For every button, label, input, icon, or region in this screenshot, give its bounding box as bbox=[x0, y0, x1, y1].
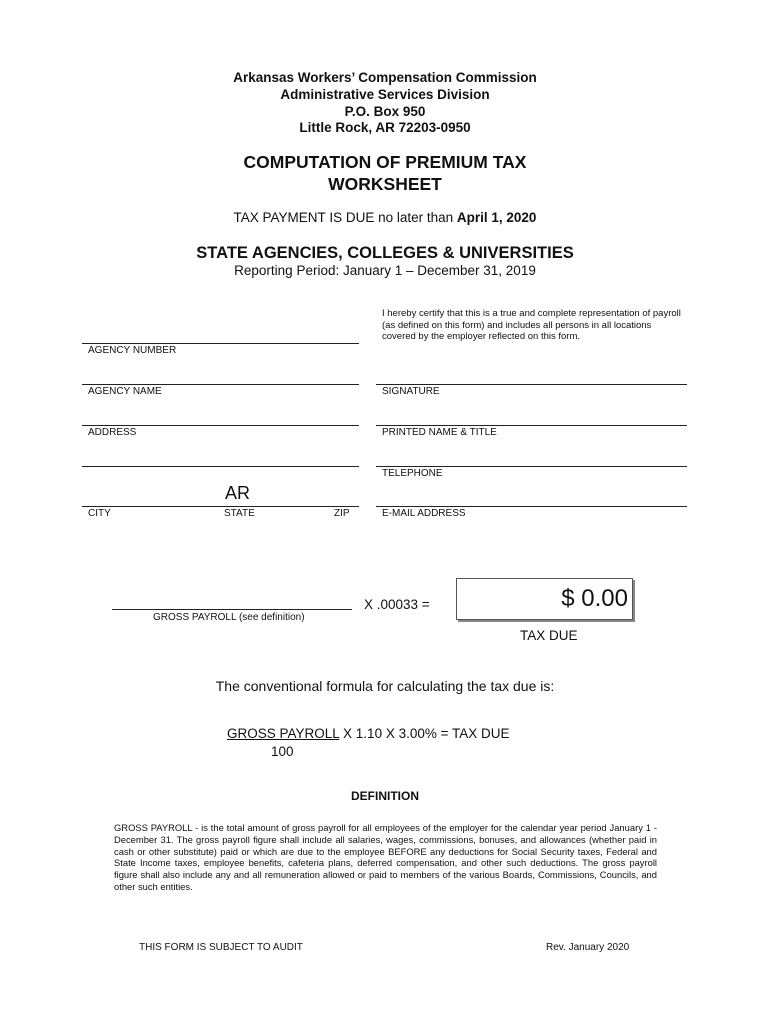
po-box: P.O. Box 950 bbox=[344, 104, 426, 119]
zip-label: ZIP bbox=[334, 508, 350, 519]
signature-label: SIGNATURE bbox=[382, 386, 440, 397]
agency-name-line[interactable] bbox=[82, 384, 359, 385]
form-title-line1: COMPUTATION OF PREMIUM TAX bbox=[243, 152, 527, 172]
state-value[interactable]: AR bbox=[225, 483, 251, 503]
section-heading: STATE AGENCIES, COLLEGES & UNIVERSITIES bbox=[196, 244, 574, 262]
definition-text: GROSS PAYROLL - is the total amount of gross payroll for all employees of the employer for the calendar year period January 1 - December 31. The gross payroll figure shall include all salaries, wages, commissions, bonuses, and allowances (whether paid in cash or other substitute) paid or which are due to the employee BEFORE any deductions for Social Security taxes, Federal and State Income taxes, employee benefits, cafeteria plans, deferred compensation, and other such deductions. The gross payroll figure shall also include any and all remuneration allowed or paid to members of the various Boards, Commissions, Councils, and other such entities. bbox=[114, 822, 657, 892]
email-label: E-MAIL ADDRESS bbox=[382, 508, 466, 519]
telephone-label: TELEPHONE bbox=[382, 468, 443, 479]
certification-text: I hereby certify that this is a true and complete representation of payroll (as defined on this form) and includes all persons in all locations covered by the employer reflected on this form. bbox=[382, 308, 681, 342]
email-line[interactable] bbox=[376, 506, 687, 507]
formula-denominator: 100 bbox=[271, 744, 294, 759]
division-name: Administrative Services Division bbox=[280, 87, 490, 102]
printed-name-line[interactable] bbox=[376, 425, 687, 426]
state-label: STATE bbox=[224, 508, 255, 519]
due-notice bbox=[0, 210, 770, 225]
city-state-zip-line[interactable] bbox=[82, 506, 359, 507]
tax-due-box[interactable] bbox=[456, 578, 633, 620]
city-line: Little Rock, AR 72203-0950 bbox=[299, 120, 471, 135]
form-title-line2: WORKSHEET bbox=[328, 174, 442, 194]
formula-line bbox=[227, 726, 510, 741]
printed-name-label: PRINTED NAME & TITLE bbox=[382, 427, 497, 438]
address-line[interactable] bbox=[82, 425, 359, 426]
agency-number-label: AGENCY NUMBER bbox=[88, 345, 177, 356]
multiplier-text: X .00033 = bbox=[364, 597, 430, 612]
tax-due-amount: $ 0.00 bbox=[561, 585, 628, 612]
due-prefix: TAX PAYMENT IS DUE no later than bbox=[233, 210, 457, 225]
telephone-line[interactable] bbox=[376, 466, 687, 467]
address-line-2[interactable] bbox=[82, 466, 359, 467]
city-label: CITY bbox=[88, 508, 111, 519]
formula-rest: X 1.10 X 3.00% = TAX DUE bbox=[339, 726, 510, 741]
audit-notice: THIS FORM IS SUBJECT TO AUDIT bbox=[139, 942, 303, 953]
formula-numerator: GROSS PAYROLL bbox=[227, 726, 340, 741]
gross-payroll-label: GROSS PAYROLL (see definition) bbox=[153, 612, 305, 623]
definition-heading: DEFINITION bbox=[351, 789, 419, 803]
revision-date: Rev. January 2020 bbox=[546, 942, 630, 953]
formula-intro: The conventional formula for calculating the tax due is: bbox=[215, 678, 555, 694]
reporting-period: Reporting Period: January 1 – December 31, 2019 bbox=[234, 263, 536, 278]
gross-payroll-line[interactable] bbox=[112, 609, 352, 610]
signature-line[interactable] bbox=[376, 384, 687, 385]
agency-number-line[interactable] bbox=[82, 343, 359, 344]
tax-due-label: TAX DUE bbox=[520, 628, 578, 643]
org-name: Arkansas Workers’ Compensation Commission bbox=[233, 70, 537, 85]
due-date: April 1, 2020 bbox=[456, 210, 537, 225]
agency-name-label: AGENCY NAME bbox=[88, 386, 162, 397]
address-label: ADDRESS bbox=[88, 427, 137, 438]
